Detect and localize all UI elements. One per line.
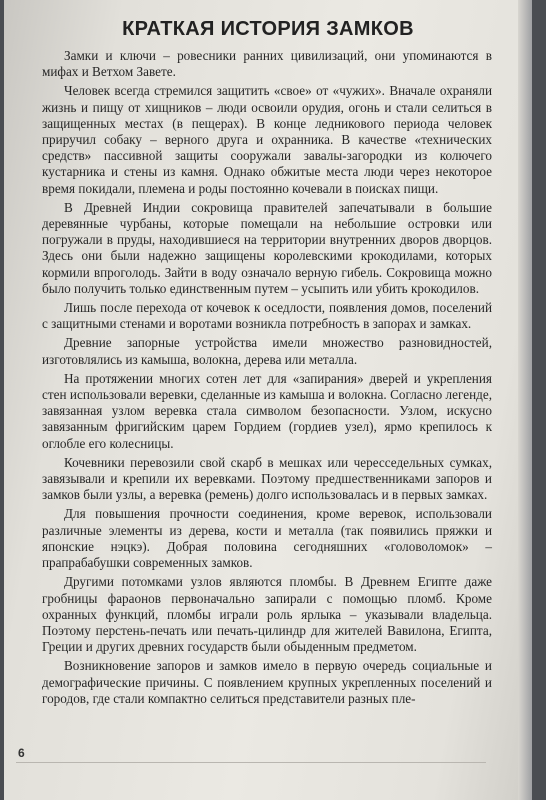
page-edge-shadow xyxy=(518,0,532,800)
paragraph-2: Человек всегда стремился защитить «свое» от «чужих». Вначале охраняли жизнь и пищу от хищников – люди освоили орудия, огонь и стали селиться в защищенных местах (в пещерах). В конце ледникового периода человек приручил собаку – верного друга и охранника. В качестве «технических средств» пассивной защиты сооружали завалы-загородки из колючего кустарника и стены из камня. Однако обжитые места люди через некоторое время покидали, племена и роды постоянно кочевали в поисках пищи. xyxy=(42,83,492,196)
paragraph-10: Возникновение запоров и замков имело в первую очередь социальные и демографические причины. С появлением крупных укрепленных поселений и городов, где стали компактно селиться представители разных пле- xyxy=(42,658,492,706)
page-title: КРАТКАЯ ИСТОРИЯ ЗАМКОВ xyxy=(122,18,414,40)
footer-rule xyxy=(16,762,486,763)
page-number: 6 xyxy=(18,746,25,760)
paragraph-4: Лишь после перехода от кочевок к оседлости, появления домов, поселений с защитными стенами и воротами возникла потребность в запорах и замках. xyxy=(42,300,492,332)
paragraph-5: Древние запорные устройства имели множество разновидностей, изготовлялись из камыша, волокна, дерева или металла. xyxy=(42,335,492,367)
paragraph-7: Кочевники перевозили свой скарб в мешках или чересседельных сумках, завязывали и крепили их веревками. Поэтому предшественниками запоров и замков были узлы, а веревка (ремень) долго использовалась и в первых замках. xyxy=(42,454,492,503)
paragraph-8: Для повышения прочности соединения, кроме веревок, использовали различные элементы из дерева, кости и металла (так появились пряжки и японские нэцкэ). Добрая половина сегодняшних «головоломок» – прапрабабушки современных замков. xyxy=(42,506,492,571)
paragraph-3: В Древней Индии сокровища правителей запечатывали в большие деревянные чурбаны, которые помещали на небольшие островки или погружали в пруды, находившиеся на территории внутренних дворов дворцов. Здесь они были надежно защищены королевскими крокодилами, которых кормили впроголодь. Зайти в воду означало верную гибель. Сокровища можно было получить только единственным путем – усыпить или убить крокодилов. xyxy=(42,199,492,296)
paragraph-1: Замки и ключи – ровесники ранних цивилизаций, они упоминаются в мифах и Ветхом Завете. xyxy=(42,48,492,80)
paragraph-6: На протяжении многих сотен лет для «запирания» дверей и укрепления стен использовали веревки, сделанные из камыша и волокна. Согласно легенде, завязанная узлом веревка стала символом безопасности. Узлом, искусно завязанным фригийским царем Гордием (гордиев узел), ярмо крепилось к оглобле его колесницы. xyxy=(42,370,492,451)
paragraph-9: Другими потомками узлов являются пломбы. В Древнем Египте даже гробницы фараонов первоначально запирали с помощью пломб. Кроме охранных функций, пломбы играли роль ярлыка – указывали владельца. Поэтому перстень-печать или печать-цилиндр для жителей Вавилона, Египта, Греции и других древних государств были обыденным предметом. xyxy=(42,574,492,655)
book-page xyxy=(4,0,532,800)
body-text xyxy=(42,48,492,710)
